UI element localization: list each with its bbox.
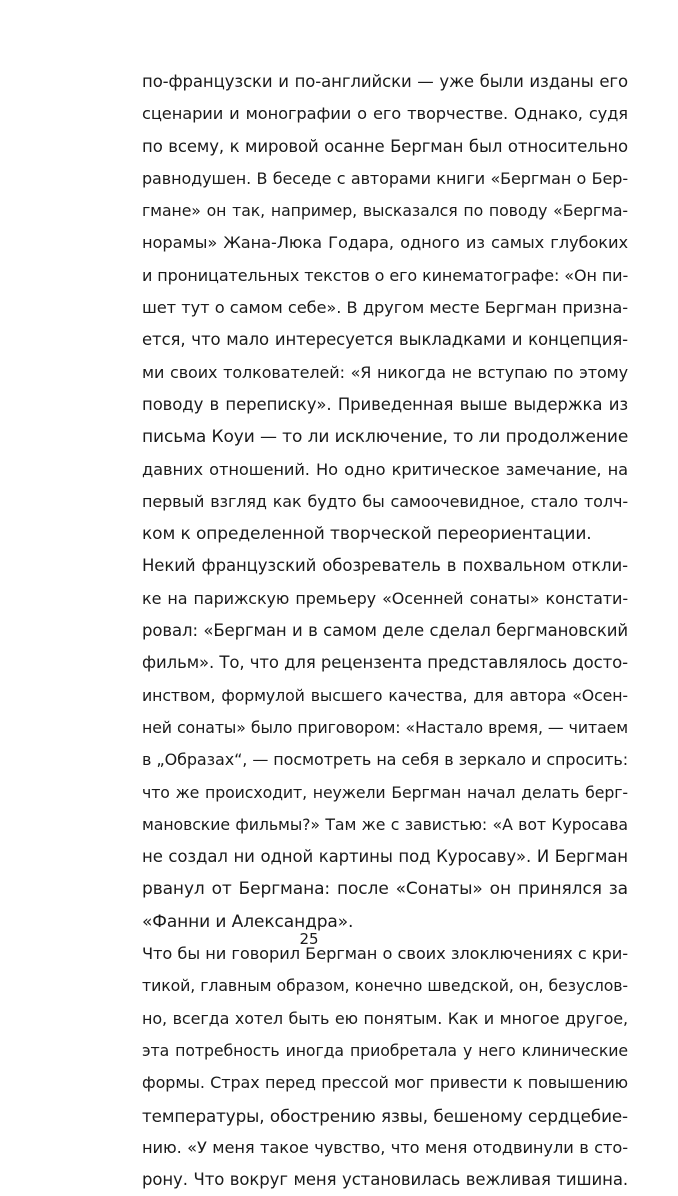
body-text	[142, 66, 628, 1196]
text-line: рванул от Бергмана: после «Сонаты» он принялся за	[142, 879, 628, 900]
page-number: 25	[299, 930, 319, 948]
text-line: Некий французский обозреватель в похвальном откли-	[142, 556, 628, 576]
text-line: что же происходит, неужели Бергман начал делать берг-	[142, 782, 628, 802]
text-line: по всему, к мировой осанне Бергман был относительно	[142, 136, 628, 156]
text-line: температуры, обострению язвы, бешеному сердцебие-	[142, 1105, 628, 1126]
text-line: по-французски и по-английски — уже были изданы его	[142, 72, 628, 91]
text-line: норамы» Жана-Люка Годара, одного из самых глубоких	[142, 233, 628, 253]
text-line: Что бы ни говорил Бергман о своих злоключениях с кри-	[142, 944, 628, 964]
text-line: шет тут о самом себе». В другом месте Бергман призна-	[142, 298, 628, 318]
text-line: и проницательных текстов о его кинематографе: «Он пи-	[142, 265, 629, 285]
text-line: сценарии и монографии о его творчестве. Однако, судя	[142, 104, 628, 124]
text-line: равнодушен. В беседе с авторами книги «Бергман о Бер-	[142, 168, 628, 188]
text-line: в „Образах“, — посмотреть на себя в зеркало и спросить:	[142, 750, 628, 770]
text-line: гмане» он так, например, высказался по поводу «Бергма-	[142, 201, 628, 221]
text-line: ней сонаты» было приговором: «Настало время, — читаем	[142, 717, 628, 737]
text-line: формы. Страх перед прессой мог привести к повышению	[142, 1073, 628, 1093]
text-line: нию. «У меня такое чувство, что меня отодвинули в сто-	[142, 1137, 628, 1157]
text-line: ровал: «Бергман и в самом деле сделал бергмановский	[142, 621, 628, 641]
text-line-paragraph-end: «Фанни и Александра».	[142, 911, 354, 932]
text-line: письма Коуи — то ли исключение, то ли продолжение	[142, 427, 629, 448]
text-line: рону. Что вокруг меня установилась вежливая тишина.	[142, 1170, 628, 1190]
text-line: эта потребность иногда приобретала у него клинические	[142, 1040, 628, 1060]
text-line: ке на парижскую премьеру «Осенней сонаты» констати-	[142, 588, 628, 608]
text-line: давних отношений. Но одно критическое замечание, на	[142, 459, 628, 479]
text-line: инством, формулой высшего качества, для автора «Осен-	[142, 685, 628, 705]
text-line: ми своих толкователей: «Я никогда не вступаю по этому	[142, 362, 628, 382]
text-line: ется, что мало интересуется выкладками и концепция-	[142, 330, 628, 350]
text-line: но, всегда хотел быть ею понятым. Как и многое другое,	[142, 1008, 628, 1028]
text-line: фильм». То, что для рецензента представлялось досто-	[142, 653, 628, 673]
text-line: тикой, главным образом, конечно шведской, он, безуслов-	[142, 976, 628, 996]
text-line: поводу в переписку». Приведенная выше выдержка из	[142, 394, 628, 414]
text-line: не создал ни одной картины под Куросаву». И Бергман	[142, 847, 628, 867]
text-line-paragraph-end: ком к определенной творческой переориентации.	[142, 524, 592, 545]
text-line: первый взгляд как будто бы самоочевидное, стало толч-	[142, 491, 628, 511]
text-line: мановские фильмы?» Там же с завистью: «А вот Куросава	[142, 814, 628, 834]
